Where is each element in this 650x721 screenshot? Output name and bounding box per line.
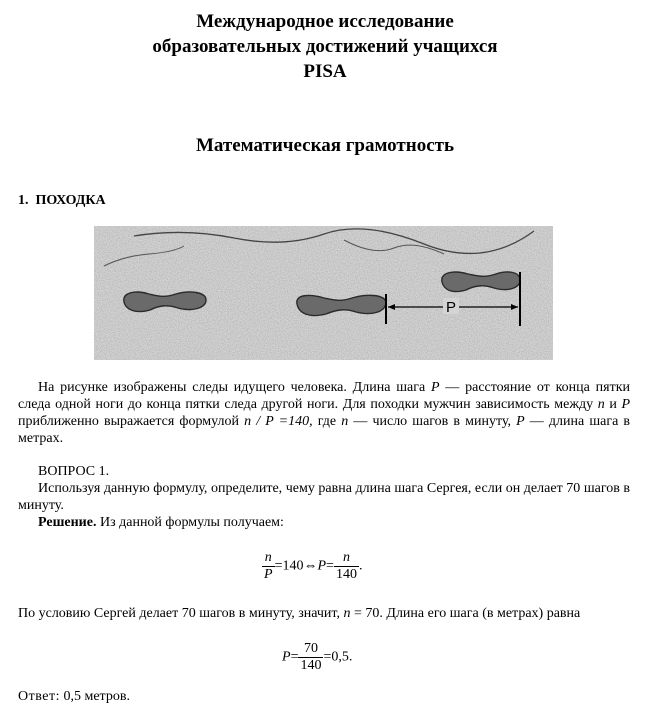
- intro-paragraph: На рисунке изображены следы идущего человека. Длина шага P — расстояние от конца пятки следа одной ноги до конца пятки следа другой ноги. Для походки мужчин зависимость между n и P приближенно выражается формулой n / P =140, где n — число шагов в минуту, P — длина шага в метрах.: [18, 380, 631, 446]
- header-line-1: Международное исследование: [196, 11, 454, 32]
- question-block: [18, 463, 630, 531]
- solution-line: Решение. Из данной формулы получаем:: [38, 515, 284, 530]
- page-subtitle: Математическая грамотность: [195, 135, 455, 156]
- formula-2: P= $\frac{70}{140}$ =0,5.: [282, 641, 353, 673]
- inline-formula: n / P =140: [244, 414, 310, 429]
- answer-line: [18, 689, 130, 705]
- section-title: ПОХОДКА: [35, 193, 106, 208]
- footprints-photo: [94, 226, 553, 360]
- photo-texture: [94, 226, 553, 360]
- step-length-label: P: [445, 299, 457, 316]
- question-text: Используя данную формулу, определите, чему равна длина шага Сергея, если он делает 70 шагов в минуту.: [18, 481, 630, 513]
- header-line-3: PISA: [303, 61, 347, 82]
- header-line-2: образовательных достижений учащихся: [152, 36, 498, 57]
- section-heading: [18, 193, 106, 209]
- answer-value: 0,5 метров.: [59, 689, 130, 704]
- condition-paragraph: По условию Сергей делает 70 шагов в минуту, значит, n = 70. Длина его шага (в метрах) равна: [18, 606, 581, 621]
- formula-1: $\frac{n}{P}$ =140⇔P= $\frac{n}{140}$ .: [264, 550, 363, 582]
- section-number: 1.: [18, 193, 29, 208]
- answer-label: Ответ:: [18, 689, 60, 704]
- question-heading: ВОПРОС 1.: [38, 464, 110, 479]
